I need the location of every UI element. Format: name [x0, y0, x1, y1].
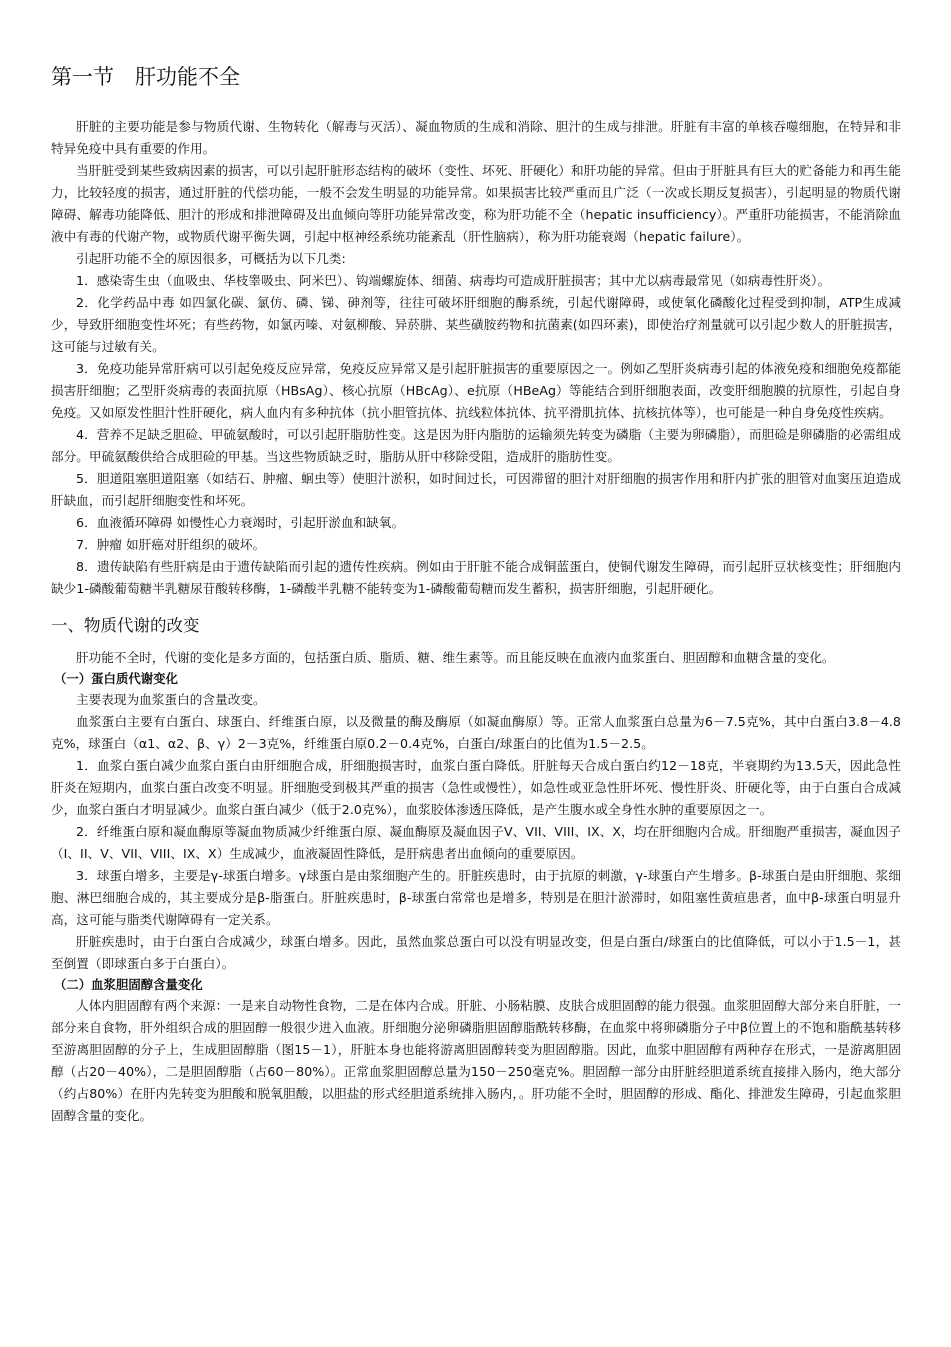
list-item: 3．球蛋白增多，主要是γ-球蛋白增多。γ球蛋白是由浆细胞产生的。肝脏疾患时，由于抗原的刺激，γ-球蛋白产生增多。β-球蛋白是由肝细胞、浆细胞、淋巴细胞合成的，其主要成分是β-脂蛋白。肝脏疾患时，β-球蛋白常常也是增多，特别是在胆汁淤滞时，如阻塞性黄疸患者，血中β-球蛋白明显升高，这可能与脂类代谢障碍有一定关系。 — [51, 868, 901, 927]
paragraph: 人体内胆固醇有两个来源：一是来自动物性食物，二是在体内合成。肝脏、小肠粘膜、皮肤合成胆固醇的能力很强。血浆胆固醇大部分来自肝脏，一部分来自食物，肝外组织合成的胆固醇一般很少进入血液。肝细胞分泌卵磷脂胆固醇脂酰转移酶，在血浆中将卵磷脂分子中β位置上的不饱和脂酰基转移至游离胆固醇的分子上，生成胆固醇脂（图15－1），肝脏本身也能将游离胆固醇转变为胆固醇脂。因此，血浆中胆固醇有两种存在形式，一是游离胆固醇（占20－40%），二是胆固醇脂（占60－80%）。正常血浆胆固醇总量为150－250毫克%。胆固醇一部分由肝脏经胆道系统直接排入肠内，绝大部分（约占80%）在肝内先转变为胆酸和脱氧胆酸，以胆盐的形式经胆道系统排入肠内，。肝功能不全时，胆固醇的形成、酯化、排泄发生障碍，引起血浆胆固醇含量的变化。 — [51, 998, 901, 1123]
list-item: 1．血浆白蛋白减少血浆白蛋白由肝细胞合成，肝细胞损害时，血浆白蛋白降低。肝脏每天合成白蛋白约12－18克，半衰期约为13.5天，因此急性肝炎在短期内，血浆白蛋白改变不明显。肝细胞受到极其严重的损害（急性或慢性），如急性或亚急性肝坏死、慢性肝炎、肝硬化等，由于白蛋白合成减少，血浆白蛋白才明显减少。血浆白蛋白减少（低于2.0克%），血浆胶体渗透压降低，是产生腹水或全身性水肿的重要原因之一。 — [51, 758, 901, 817]
page-title: 第一节 肝功能不全 — [51, 65, 240, 89]
list-item: 3．免疫功能异常肝病可以引起免疫反应异常，免疫反应异常又是引起肝脏损害的重要原因之一。例如乙型肝炎病毒引起的体液免疫和细胞免疫都能损害肝细胞；乙型肝炎病毒的表面抗原（HBsAg）、核心抗原（HBcAg）、e抗原（HBeAg）等能结合到肝细胞表面，改变肝细胞膜的抗原性，引起自身免疫。又如原发性胆汁性肝硬化，病人血内有多种抗体（抗小胆管抗体、抗线粒体抗体、抗平滑肌抗体、抗核抗体等），也可能是一种自身免疫性疾病。 — [51, 361, 901, 420]
list-item: 5．胆道阻塞胆道阻塞（如结石、肿瘤、蛔虫等）使胆汁淤积，如时间过长，可因滞留的胆汁对肝细胞的损害作用和肝内扩张的胆管对血窦压迫造成肝缺血，而引起肝细胞变性和坏死。 — [51, 471, 901, 508]
list-item: 1．感染寄生虫（血吸虫、华枝睾吸虫、阿米巴）、钩端螺旋体、细菌、病毒均可造成肝脏损害；其中尤以病毒最常见（如病毒性肝炎）。 — [76, 273, 831, 288]
subsection-heading: （一）蛋白质代谢变化 — [54, 671, 178, 686]
list-item: 6．血液循环障碍 如慢性心力衰竭时，引起肝淤血和缺氧。 — [76, 515, 405, 530]
paragraph: 主要表现为血浆蛋白的含量改变。 — [76, 692, 266, 707]
paragraph: 肝脏疾患时，由于白蛋白合成减少，球蛋白增多。因此，虽然血浆总蛋白可以没有明显改变，但是白蛋白/球蛋白的比值降低，可以小于1.5－1，甚至倒置（即球蛋白多于白蛋白）。 — [51, 934, 901, 971]
paragraph: 肝脏的主要功能是参与物质代谢、生物转化（解毒与灭活）、凝血物质的生成和消除、胆汁的生成与排泄。肝脏有丰富的单核吞噬细胞，在特异和非特异免疫中具有重要的作用。 — [51, 119, 901, 156]
list-item: 4．营养不足缺乏胆硷、甲硫氨酸时，可以引起肝脂肪性变。这是因为肝内脂肪的运输须先转变为磷脂（主要为卵磷脂），而胆硷是卵磷脂的必需组成部分。甲硫氨酸供给合成胆硷的甲基。当这些物质缺乏时，脂肪从肝中移除受阻，造成肝的脂肪性变。 — [51, 427, 901, 464]
subsection-heading: （二）血浆胆固醇含量变化 — [54, 977, 203, 992]
list-item: 2．纤维蛋白原和凝血酶原等凝血物质减少纤维蛋白原、凝血酶原及凝血因子V、VII、VIII、IX、X，均在肝细胞内合成。肝细胞严重损害，凝血因子（I、II、V、VII、VIII、IX、X）生成减少，血液凝固性降低，是肝病患者出血倾向的重要原因。 — [51, 824, 901, 861]
paragraph: 引起肝功能不全的原因很多，可概括为以下几类: — [76, 251, 346, 266]
paragraph: 肝功能不全时，代谢的变化是多方面的，包括蛋白质、脂质、糖、维生素等。而且能反映在血液内血浆蛋白、胆固醇和血糖含量的变化。 — [76, 650, 835, 665]
paragraph: 当肝脏受到某些致病因素的损害，可以引起肝脏形态结构的破坏（变性、坏死、肝硬化）和肝功能的异常。但由于肝脏具有巨大的贮备能力和再生能力，比较轻度的损害，通过肝脏的代偿功能，一般不会发生明显的功能异常。如果损害比较严重而且广泛（一次或长期反复损害），引起明显的物质代谢障碍、解毒功能降低、胆汁的形成和排泄障碍及出血倾向等肝功能异常改变，称为肝功能不全（hepatic insufficiency）。严重肝功能损害，不能消除血液中有毒的代谢产物，或物质代谢平衡失调，引起中枢神经系统功能紊乱（肝性脑病），称为肝功能衰竭（hepatic failure）。 — [51, 163, 901, 244]
list-item: 7．肿瘤 如肝癌对肝组织的破坏。 — [76, 537, 266, 552]
paragraph: 血浆蛋白主要有白蛋白、球蛋白、纤维蛋白原，以及微量的酶及酶原（如凝血酶原）等。正常人血浆蛋白总量为6－7.5克%，其中白蛋白3.8－4.8克%，球蛋白（α1、α2、β、γ）2－3克%，纤维蛋白原0.2－0.4克%，白蛋白/球蛋白的比值为1.5－2.5。 — [51, 714, 901, 751]
document-page — [51, 62, 901, 1127]
list-item: 2．化学药品中毒 如四氯化碳、氯仿、磷、锑、砷剂等，往往可破坏肝细胞的酶系统，引起代谢障碍，或使氧化磷酸化过程受到抑制，ATP生成减少，导致肝细胞变性坏死；有些药物，如氯丙嗪、对氨柳酸、异菸肼、某些磺胺药物和抗菌素(如四环素)，即使治疗剂量就可以引起少数人的肝脏损害，这可能与过敏有关。 — [51, 295, 901, 354]
list-item: 8．遗传缺陷有些肝病是由于遗传缺陷而引起的遗传性疾病。例如由于肝脏不能合成铜蓝蛋白，使铜代谢发生障碍，而引起肝豆状核变性；肝细胞内缺少1-磷酸葡萄糖半乳糖尿苷酸转移酶，1-磷酸半乳糖不能转变为1-磷酸葡萄糖而发生蓄积，损害肝细胞，引起肝硬化。 — [51, 559, 901, 596]
section-heading: 一、物质代谢的改变 — [51, 616, 200, 635]
